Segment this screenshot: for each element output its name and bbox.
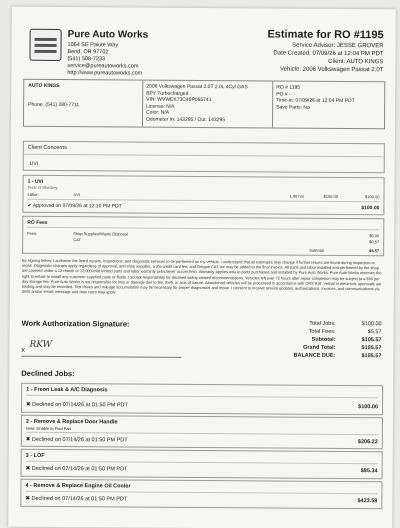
grand-total: $105.57 bbox=[361, 345, 382, 352]
estimate-page bbox=[8, 7, 396, 528]
fees-heading: RO Fees bbox=[27, 219, 48, 226]
vehicle-subtitle: BPY Turbocharged bbox=[146, 90, 189, 97]
signature-x-mark: x bbox=[21, 346, 25, 354]
fee-item-2: CAT bbox=[73, 236, 81, 242]
declined-job-title: 4 - Remove & Replace Engine Oil Cooler bbox=[25, 482, 131, 490]
declined-job-amount: $95.34 bbox=[360, 468, 378, 475]
po-number: PO # - bbox=[276, 91, 291, 98]
job-tech: Tech: D Sheckey bbox=[27, 184, 58, 190]
job-uvi-section bbox=[22, 175, 384, 216]
service-advisor: Service Advisor: JESSE GROVER bbox=[292, 42, 384, 50]
signature-scribble: RKW bbox=[29, 339, 52, 350]
shop-logo-icon bbox=[29, 29, 61, 61]
save-parts: Save Parts: No bbox=[276, 104, 310, 111]
declined-job-status: ✖ Declined on 07/14/26 at 01:50 PM PDT bbox=[25, 465, 128, 473]
vehicle-license: License: N/A bbox=[146, 103, 175, 110]
client-name: Client: AUTO KINGS bbox=[328, 58, 384, 66]
declined-job-note: Note: Unable to Find Part bbox=[25, 425, 72, 432]
job-approved: ✔ Approved on 07/09/26 at 12:10 PM PDT bbox=[27, 202, 122, 210]
date-created: Date Created: 07/09/26 at 12:04 PM PDT bbox=[273, 50, 384, 58]
total-jobs-label: Total Jobs: bbox=[309, 320, 336, 327]
job-total: $100.00 bbox=[361, 205, 380, 212]
fee-item-1-amount: $5.00 bbox=[369, 233, 380, 239]
x-icon: ✖ bbox=[25, 495, 32, 502]
x-icon: ✖ bbox=[25, 436, 32, 443]
shop-phone: (541) 508-7233 bbox=[67, 56, 106, 63]
declined-job bbox=[21, 415, 383, 450]
ro-fees-section bbox=[22, 216, 384, 257]
subtotal-label: Subtotal: bbox=[311, 336, 336, 343]
fee-item-1: Shop Supplies/Waste Disposal bbox=[73, 231, 128, 237]
labor-label: Labor: bbox=[27, 191, 39, 197]
time-in: Time-in: 07/09/26 at 12:04 PM PDT bbox=[276, 97, 355, 105]
declined-job bbox=[20, 479, 382, 510]
declined-job-status: ✖ Declined on 07/14/26 at 01:50 PM PDT bbox=[26, 401, 128, 409]
signature-line bbox=[21, 356, 181, 358]
balance-due-label: BALANCE DUE: bbox=[293, 352, 336, 359]
fee-item-2-amount: $0.57 bbox=[369, 238, 380, 244]
shop-address-2: Bend, OR 97702 bbox=[67, 49, 109, 56]
grand-total-label: Grand Total: bbox=[303, 344, 336, 351]
info-box bbox=[23, 79, 385, 130]
declined-heading: Declined Jobs: bbox=[21, 368, 75, 379]
check-icon: ✔ bbox=[27, 202, 33, 209]
total-fees-label: Total Fees: bbox=[308, 328, 336, 335]
x-icon: ✖ bbox=[25, 465, 32, 472]
total-jobs: $100.00 bbox=[361, 321, 382, 328]
declined-job-status: ✖ Declined on 07/14/26 at 01:50 PM PDT bbox=[25, 436, 128, 444]
declined-job-amount: $423.58 bbox=[357, 498, 378, 505]
declined-job-title: 2 - Remove & Replace Door Handle bbox=[25, 418, 118, 426]
declined-job-status: ✖ Declined on 07/14/26 at 01:50 PM PDT bbox=[25, 495, 128, 503]
labor-rate: $100.00 bbox=[323, 193, 338, 199]
total-fees: $5.57 bbox=[367, 329, 382, 336]
ro-number: RO # 1195 bbox=[276, 84, 301, 91]
shop-email: service@pureautoworks.com bbox=[67, 63, 139, 70]
vehicle-odometer: Odometer In: 143295 / Out: 143295 bbox=[146, 116, 226, 123]
declined-job bbox=[21, 449, 383, 480]
customer-name: AUTO KINGS bbox=[28, 82, 60, 90]
declined-job-title: 3 - LOF bbox=[25, 452, 45, 459]
balance-due: $105.57 bbox=[361, 353, 382, 360]
shop-website: http://www.pureautoworks.com bbox=[67, 70, 143, 77]
x-icon: ✖ bbox=[26, 401, 33, 408]
subtotal: $105.57 bbox=[361, 337, 382, 344]
declined-job-amount: $206.22 bbox=[357, 439, 378, 446]
signature-heading: Work Authorization Signature: bbox=[21, 318, 130, 329]
declined-job-title: 1 - Freon Leak & A/C Diagnosis bbox=[26, 386, 108, 394]
shop-address-1: 1064 SE Paiute Way bbox=[67, 42, 119, 49]
customer-phone: Phone: (541) 280-7711 bbox=[28, 101, 80, 109]
labor-line-total: $100.00 bbox=[365, 194, 380, 200]
vehicle-title: 2006 Volkswagen Passat 2.0T 2.0L 4Cyl GAS bbox=[146, 83, 248, 91]
concern-item: UVI bbox=[29, 160, 39, 167]
client-concerns-section bbox=[23, 141, 385, 174]
vehicle-vin: VIN: WVWEK73C46P065741 bbox=[146, 96, 212, 104]
authorization-disclaimer: By signing below, I authorize the listed repairs, inspections, and diagnostic services to be performed on my vehicle. I understand that all estimates may change if further issues are found during inspection or repair. Diagnostic charges apply regardless of approval, and shop supplies, a 3% credit card fee, and Oregon CAT tax may be added to the final invoice. All parts and labor installed and performed by the shop are covered under a 12-month or 12,000-mile limited parts and labor warranty (whichever occurs first). Warranty applies only to parts purchased and installed by Pure Auto Works. Pure Auto Works reserves the right to refuse to install any customer-supplied parts or fluids. I accept responsibility for declined safety-related recommendations. Vehicles left over 72 hours after repair completion may be subject to a $50 per day storage fee. Pure Auto Works is not responsible for loss or damage due to fire, theft, or acts of nature. Abandoned vehicles will be processed in accordance with ORS 819. Verbal or electronic approvals are binding and may be recorded. Test drives and mileage accumulation may be necessary for proper diagnostics and repair. I consent to receive service updates, authorizations, invoices, and communications via SMS and/or email; message and data rates may apply. bbox=[21, 257, 382, 295]
client-concerns-heading: Client Concerns bbox=[24, 142, 384, 158]
fees-subtotal: $5.57 bbox=[369, 248, 380, 254]
vehicle-color: Color: N/A bbox=[146, 109, 170, 116]
shop-name: Pure Auto Works bbox=[67, 29, 149, 41]
declined-job bbox=[21, 383, 383, 416]
labor-desc: UVI bbox=[73, 192, 81, 198]
estimate-title: Estimate for RO #1195 bbox=[267, 28, 384, 42]
fees-subtotal-label: Subtotal bbox=[309, 247, 324, 253]
labor-hours: 1.00 hrs bbox=[289, 193, 304, 199]
vehicle-name: Vehicle: 2006 Volkswagen Passat 2.0T bbox=[279, 66, 384, 74]
fees-label: Fees: bbox=[27, 230, 38, 236]
declined-job-amount: $100.00 bbox=[358, 404, 379, 411]
job-title: 1 - UVI bbox=[27, 178, 44, 185]
